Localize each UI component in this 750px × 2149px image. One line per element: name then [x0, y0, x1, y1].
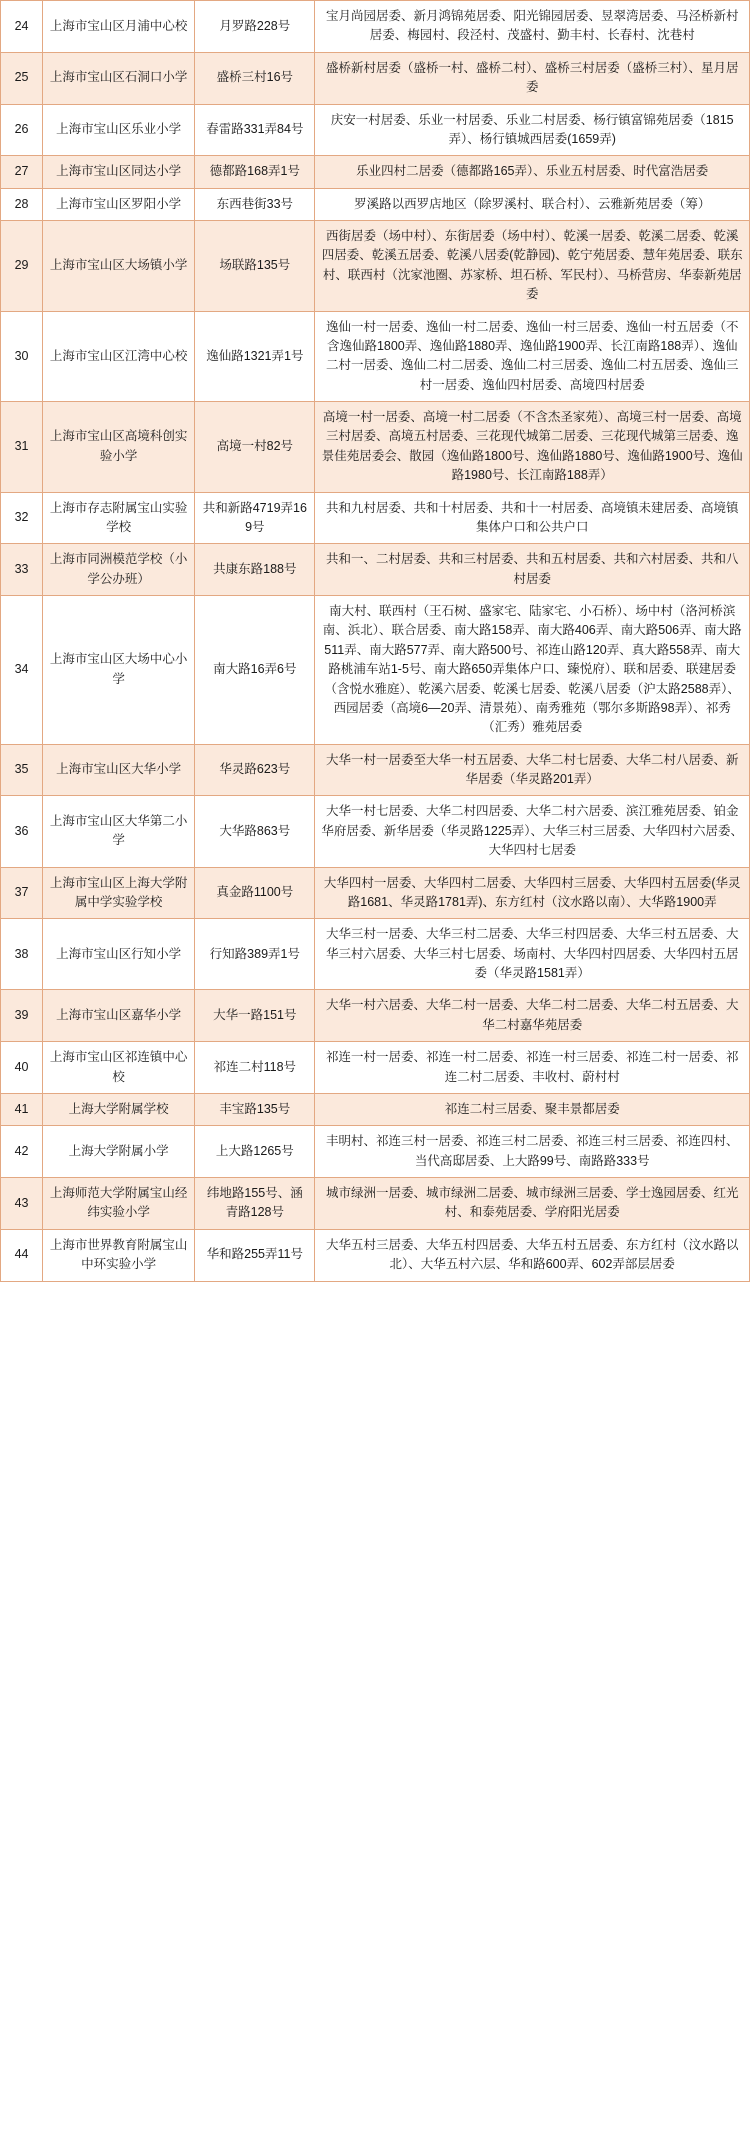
school-address: 丰宝路135号: [195, 1093, 315, 1125]
school-address: 南大路16弄6号: [195, 596, 315, 745]
school-name: 上海市宝山区嘉华小学: [43, 990, 195, 1042]
enrollment-area: 共和九村居委、共和十村居委、共和十一村居委、高境镇未建居委、高境镇集体户口和公共户口: [315, 492, 750, 544]
row-number: 26: [1, 104, 43, 156]
enrollment-area: 大华一村六居委、大华二村一居委、大华二村二居委、大华二村五居委、大华二村嘉华苑居委: [315, 990, 750, 1042]
enrollment-area: 高境一村一居委、高境一村二居委（不含杰圣家苑）、高境三村一居委、高境三村居委、高境五村居委、三花现代城第二居委、三花现代城第三居委、逸景佳苑居委会、散园（逸仙路1800号、逸仙路1880号、逸仙路1900号、逸仙路1980号、长江南路188弄）: [315, 402, 750, 493]
school-address: 场联路135号: [195, 221, 315, 312]
table-row: [1, 188, 750, 220]
school-name: 上海师范大学附属宝山经纬实验小学: [43, 1178, 195, 1230]
enrollment-area: 大华五村三居委、大华五村四居委、大华五村五居委、东方红村（汶水路以北）、大华五村六层、华和路600弄、602弄部层居委: [315, 1229, 750, 1281]
enrollment-area: 共和一、二村居委、共和三村居委、共和五村居委、共和六村居委、共和八村居委: [315, 544, 750, 596]
table-row: [1, 221, 750, 312]
enrollment-area: 西街居委（场中村）、东街居委（场中村）、乾溪一居委、乾溪二居委、乾溪四居委、乾溪五居委、乾溪八居委(乾静园)、乾宁苑居委、慧年苑居委、联东村、联西村（沈家池圈、苏家桥、坦石桥、军民村）、马桥营房、华泰新苑居委: [315, 221, 750, 312]
school-address: 真金路1100号: [195, 867, 315, 919]
row-number: 24: [1, 1, 43, 53]
row-number: 25: [1, 52, 43, 104]
table-row: [1, 867, 750, 919]
school-address: 祁连二村118号: [195, 1042, 315, 1094]
table-row: [1, 744, 750, 796]
school-address: 大华一路151号: [195, 990, 315, 1042]
school-address: 东西巷街33号: [195, 188, 315, 220]
enrollment-area: 盛桥新村居委（盛桥一村、盛桥二村）、盛桥三村居委（盛桥三村）、星月居委: [315, 52, 750, 104]
school-address: 行知路389弄1号: [195, 919, 315, 990]
table-row: [1, 1229, 750, 1281]
enrollment-area: 南大村、联西村（王石树、盛家宅、陆家宅、小石桥）、场中村（洛河桥滨南、浜北）、联合居委、南大路158弄、南大路406弄、南大路506弄、南大路511弄、南大路577弄、南大路500号、祁连山路120弄、真大路558弄、南大路桃浦车站1-5号、南大路650弄集体户口、臻悦府）、联和居委、联建居委（含悦水雅庭）、乾溪六居委、乾溪七居委、乾溪八居委（沪太路2588弄）、西园居委（高境6—20弄、清景苑）、南秀雅苑（鄂尔多斯路98弄）、祁秀（汇秀）雅苑居委: [315, 596, 750, 745]
row-number: 39: [1, 990, 43, 1042]
row-number: 31: [1, 402, 43, 493]
row-number: 37: [1, 867, 43, 919]
school-name: 上海市宝山区大场中心小学: [43, 596, 195, 745]
enrollment-area: 宝月尚园居委、新月鸿锦苑居委、阳光锦园居委、昱翠湾居委、马泾桥新村居委、梅园村、段泾村、茂盛村、勤丰村、长春村、沈巷村: [315, 1, 750, 53]
school-name: 上海市存志附属宝山实验学校: [43, 492, 195, 544]
school-address: 高境一村82号: [195, 402, 315, 493]
school-address: 华灵路623号: [195, 744, 315, 796]
enrollment-area: 大华一村一居委至大华一村五居委、大华二村七居委、大华二村八居委、新华居委（华灵路201弄）: [315, 744, 750, 796]
school-name: 上海大学附属小学: [43, 1126, 195, 1178]
row-number: 40: [1, 1042, 43, 1094]
row-number: 34: [1, 596, 43, 745]
school-name: 上海市宝山区罗阳小学: [43, 188, 195, 220]
row-number: 32: [1, 492, 43, 544]
table-row: [1, 990, 750, 1042]
school-name: 上海市宝山区大华小学: [43, 744, 195, 796]
school-name: 上海市宝山区大场镇小学: [43, 221, 195, 312]
enrollment-area: 庆安一村居委、乐业一村居委、乐业二村居委、杨行镇富锦苑居委（1815弄）、杨行镇城西居委(1659弄): [315, 104, 750, 156]
school-address: 共康东路188号: [195, 544, 315, 596]
row-number: 41: [1, 1093, 43, 1125]
table-row: [1, 919, 750, 990]
school-name: 上海大学附属学校: [43, 1093, 195, 1125]
school-address: 月罗路228号: [195, 1, 315, 53]
row-number: 44: [1, 1229, 43, 1281]
table-row: [1, 796, 750, 867]
table-row: [1, 544, 750, 596]
school-name: 上海市同洲模范学校（小学公办班）: [43, 544, 195, 596]
row-number: 36: [1, 796, 43, 867]
school-address: 华和路255弄11号: [195, 1229, 315, 1281]
school-name: 上海市宝山区月浦中心校: [43, 1, 195, 53]
enrollment-area: 丰明村、祁连三村一居委、祁连三村二居委、祁连三村三居委、祁连四村、当代高邸居委、上大路99号、南路路333号: [315, 1126, 750, 1178]
school-name: 上海市宝山区高境科创实验小学: [43, 402, 195, 493]
row-number: 29: [1, 221, 43, 312]
row-number: 42: [1, 1126, 43, 1178]
school-address: 盛桥三村16号: [195, 52, 315, 104]
school-name: 上海市宝山区祁连镇中心校: [43, 1042, 195, 1094]
table-row: [1, 311, 750, 402]
school-name: 上海市宝山区石洞口小学: [43, 52, 195, 104]
row-number: 28: [1, 188, 43, 220]
table-row: [1, 1126, 750, 1178]
enrollment-area: 城市绿洲一居委、城市绿洲二居委、城市绿洲三居委、学士逸园居委、红光村、和泰苑居委、学府阳光居委: [315, 1178, 750, 1230]
enrollment-area: 大华三村一居委、大华三村二居委、大华三村四居委、大华三村五居委、大华三村六居委、大华三村七居委、场南村、大华四村四居委、大华四村五居委（华灵路1581弄）: [315, 919, 750, 990]
school-address: 逸仙路1321弄1号: [195, 311, 315, 402]
table-row: [1, 402, 750, 493]
table-row: [1, 52, 750, 104]
table-row: [1, 1093, 750, 1125]
school-name: 上海市宝山区行知小学: [43, 919, 195, 990]
school-name: 上海市宝山区大华第二小学: [43, 796, 195, 867]
enrollment-area: 祁连一村一居委、祁连一村二居委、祁连一村三居委、祁连二村一居委、祁连二村二居委、丰收村、蔚村村: [315, 1042, 750, 1094]
table-row: [1, 156, 750, 188]
table-body: [1, 1, 750, 1282]
table-row: [1, 1042, 750, 1094]
enrollment-area: 祁连二村三居委、聚丰景都居委: [315, 1093, 750, 1125]
school-name: 上海市宝山区江湾中心校: [43, 311, 195, 402]
enrollment-area: 大华四村一居委、大华四村二居委、大华四村三居委、大华四村五居委(华灵路1681、华灵路1781弄)、东方红村（汶水路以南）、大华路1900弄: [315, 867, 750, 919]
school-name: 上海市宝山区乐业小学: [43, 104, 195, 156]
row-number: 35: [1, 744, 43, 796]
row-number: 38: [1, 919, 43, 990]
row-number: 33: [1, 544, 43, 596]
school-address: 纬地路155号、涵青路128号: [195, 1178, 315, 1230]
table-row: [1, 104, 750, 156]
enrollment-area: 大华一村七居委、大华二村四居委、大华二村六居委、滨江雅苑居委、铂金华府居委、新华居委（华灵路1225弄）、大华三村三居委、大华四村六居委、大华四村七居委: [315, 796, 750, 867]
school-address: 上大路1265号: [195, 1126, 315, 1178]
enrollment-area: 罗溪路以西罗店地区（除罗溪村、联合村）、云雅新苑居委（筹）: [315, 188, 750, 220]
table-row: [1, 1, 750, 53]
row-number: 30: [1, 311, 43, 402]
table-row: [1, 1178, 750, 1230]
school-address: 大华路863号: [195, 796, 315, 867]
enrollment-area: 乐业四村二居委（德都路165弄）、乐业五村居委、时代富浩居委: [315, 156, 750, 188]
row-number: 43: [1, 1178, 43, 1230]
table-row: [1, 596, 750, 745]
school-address: 共和新路4719弄169号: [195, 492, 315, 544]
school-address: 春雷路331弄84号: [195, 104, 315, 156]
school-name: 上海市宝山区同达小学: [43, 156, 195, 188]
table-row: [1, 492, 750, 544]
row-number: 27: [1, 156, 43, 188]
enrollment-area: 逸仙一村一居委、逸仙一村二居委、逸仙一村三居委、逸仙一村五居委（不含逸仙路1800弄、逸仙路1880弄、逸仙路1900弄、长江南路188弄）、逸仙二村一居委、逸仙二村二居委、逸仙二村三居委、逸仙二村五居委、逸仙三村一居委、逸仙四村居委、高境四村居委: [315, 311, 750, 402]
school-name: 上海市世界教育附属宝山中环实验小学: [43, 1229, 195, 1281]
school-name: 上海市宝山区上海大学附属中学实验学校: [43, 867, 195, 919]
school-address: 德都路168弄1号: [195, 156, 315, 188]
